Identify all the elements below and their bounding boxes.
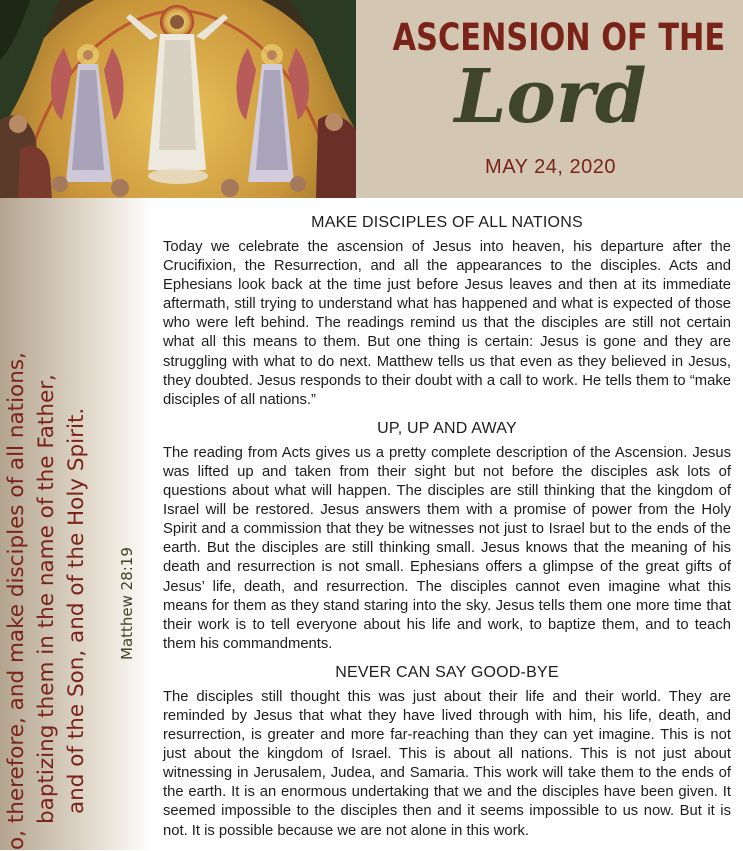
section-heading-2: UP, UP AND AWAY: [377, 419, 517, 437]
scripture-line-2: baptizing them in the name of the Father,: [34, 374, 59, 824]
ascension-mosaic-image: [0, 0, 356, 198]
ascension-mosaic-illustration: [0, 0, 356, 198]
scripture-sidebar: [0, 198, 152, 850]
scripture-reference: Matthew 28:19: [118, 547, 136, 660]
title-block: [358, 0, 743, 198]
section-paragraph-3: The disciples still thought this was just about their life and their world. They are reminded by Jesus that what they have lived through with him, his life, death, and resurrection, is greater and more far-reaching than they can yet imagine. This is not just about the kingdom of Israel. This is about all nations. This is not just about witnessing in Jerusalem, Judea, and Samaria. This work will take them to the ends of the earth. It is an enormous undertaking that we and the disciples have been given. It seemed impossible to the disciples then and it seems impossible to us now. But it is not. It is possible because we are not alone in this work.: [163, 688, 731, 839]
title-ascension: ASCENSION OF THE: [392, 16, 726, 59]
scripture-line-1: o, therefore, and make disciples of all nations,: [4, 352, 29, 850]
section-paragraph-1: Today we celebrate the ascension of Jesus into heaven, his departure after the Crucifixion, the Resurrection, and all the appearances to the disciples. Acts and Ephesians look back at the time just before Jesus leaves and then at its immediate aftermath, still trying to understand what has happened and what is expected of those who were left behind. The readings remind us that the disciples are still not certain what all this means to them. But one thing is certain: Jesus is gone and they are struggling with what to do next. Matthew tells us that even as they believed in Jesus, they doubted. Jesus responds to their doubt with a call to work. He tells them to “make disciples of all nations.”: [163, 239, 731, 408]
section-paragraph-2: The reading from Acts gives us a pretty complete description of the Ascension. Jesus was lifted up and taken from their sight but not before the disciples ask lots of questions about what will happen. The disciples are still thinking that the kingdom of Israel will be restored. Jesus answers them with a promise of power from the Holy Spirit and a commission that they be witnesses not just to Israel but to the ends of the earth. But the disciples are still thinking small. Jesus knows that the meaning of his death and resurrection is not small. Ephesians offers a glimpse of the great gifts of Jesus’ life, death, and resurrection. The disciples cannot even imagine what this means for them as they stand staring into the sky. Jesus tells them one more time that their work is to tell everyone about his life and work, to baptize them, and to teach them his commandments.: [163, 444, 731, 652]
section-heading-3: NEVER CAN SAY GOOD-BYE: [335, 663, 559, 681]
title-lord-script: Lord: [454, 54, 647, 140]
section-heading-1: MAKE DISCIPLES OF ALL NATIONS: [311, 214, 583, 231]
scripture-line-3: and of the Son, and of the Holy Spirit.: [64, 407, 89, 814]
article-body: [163, 206, 731, 851]
header-banner: [0, 0, 743, 198]
feast-date: MAY 24, 2020: [485, 156, 616, 178]
